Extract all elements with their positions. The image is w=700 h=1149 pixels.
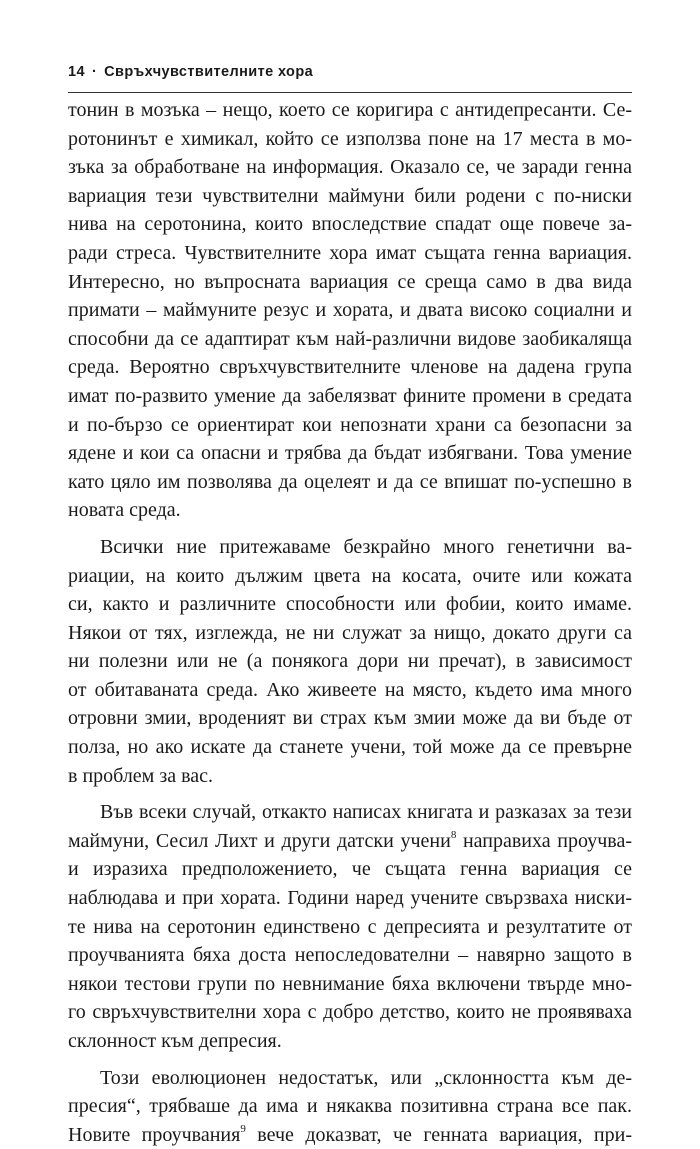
paragraph-1: [68, 96, 632, 525]
paragraph-3: [68, 798, 632, 1055]
text-line: го свръхчувствителни хора с добро детство, които не проявяваха: [68, 1001, 632, 1024]
book-title: Свръхчувствителните хора: [104, 64, 314, 80]
text-line: [68, 827, 632, 856]
text-line: те нива на серотонин единствено с депресията и резултатите от: [68, 915, 632, 938]
text-line: [68, 1121, 632, 1149]
text-fragment: Новите проучвания: [68, 1123, 241, 1146]
text-fragment: направиха проучва-: [456, 829, 632, 852]
text-line: си, както и различните способности или фобии, които имаме.: [68, 593, 632, 616]
text-line: ради стреса. Чувствителните хора имат същата генна вариация.: [68, 241, 632, 264]
text-line: новата среда.: [68, 499, 181, 522]
text-line: тонин в мозъка – нещо, което се коригира с антидепресанти. Се-: [68, 99, 632, 121]
text-line: имат по-развито умение да забелязват фините промени в средата: [68, 384, 632, 407]
text-line: наблюдава и при хората. Години наред учените свързваха ниски-: [68, 887, 632, 910]
text-line: полза, но ако искате да станете учени, той може да се превърне: [68, 736, 632, 759]
text-fragment: маймуни, Сесил Лихт и други датски учени: [68, 829, 451, 852]
text-line: зъка за обработване на информация. Оказало се, че заради генна: [68, 156, 632, 179]
text-line: нива на серотонина, които впоследствие спадат още повече за-: [68, 213, 632, 236]
header-rule: [68, 92, 632, 93]
header-separator: ·: [91, 64, 98, 80]
text-line: ни полезни или не (а понякога дори ни пречат), в зависимост: [68, 650, 632, 673]
text-line: проучванията бяха доста непоследователни – навярно защото в: [68, 944, 632, 967]
text-line: способни да се адаптират към най-различни видове заобикаляща: [68, 327, 632, 350]
text-fragment: [246, 1124, 257, 1146]
text-line: някои тестови групи по невнимание бяха включени твърде мно-: [68, 972, 632, 995]
footnote-marker: 8: [450, 829, 457, 842]
text-line: среда. Вероятно свръхчувствителните членове на дадена група: [68, 356, 632, 379]
text-line: Във всеки случай, откакто написах книгата и разказах за тези: [100, 801, 632, 824]
text-line: Някои от тях, изглежда, не ни служат за нищо, докато други са: [68, 621, 632, 644]
text-line: в проблем за вас.: [68, 764, 214, 787]
text-line: отровни змии, вроденият ви страх към змии може да ви бъде от: [68, 707, 632, 730]
text-line: пресия“, трябваше да има и някаква позитивна страна все пак.: [68, 1095, 632, 1118]
page-body: [68, 96, 632, 1149]
text-line: ядене и кои са опасни и трябва да бъдат избягвани. Това умение: [68, 442, 632, 465]
text-fragment: вече доказват, че генната вариация, при-: [257, 1123, 632, 1146]
text-line: Всички ние притежаваме безкрайно много генетични ва-: [100, 535, 632, 558]
text-line: и по-бързо се ориентират кои непознати храни са безопасни за: [68, 413, 632, 436]
text-line: Интересно, но въпросната вариация се среща само в два вида: [68, 270, 632, 293]
text-line: примати – маймуните резус и хората, и двата високо социални и: [68, 299, 632, 322]
text-line: Този еволюционен недостатък, или „склонността към де-: [100, 1066, 632, 1089]
text-line: вариация тези чувствителни маймуни били родени с по-ниски: [68, 184, 632, 207]
paragraph-2: [68, 533, 632, 790]
footnote-marker: 9: [240, 1123, 246, 1136]
page-number: 14: [68, 64, 85, 80]
text-line: от обитаваната среда. Ако живеете на място, където има много: [68, 678, 632, 701]
text-line: като цяло им позволява да оцелеят и да се впишат по-успешно в: [68, 470, 632, 493]
paragraph-4: [68, 1064, 632, 1149]
running-header: [68, 64, 313, 80]
text-line: ротонинът е химикал, който се използва поне на 17 места в мо-: [68, 127, 632, 150]
text-line: склонност към депресия.: [68, 1030, 282, 1052]
text-line: риации, на които дължим цвета на косата, очите или кожата: [68, 564, 632, 587]
text-line: и изразиха предположението, че същата генна вариация се: [68, 858, 632, 881]
